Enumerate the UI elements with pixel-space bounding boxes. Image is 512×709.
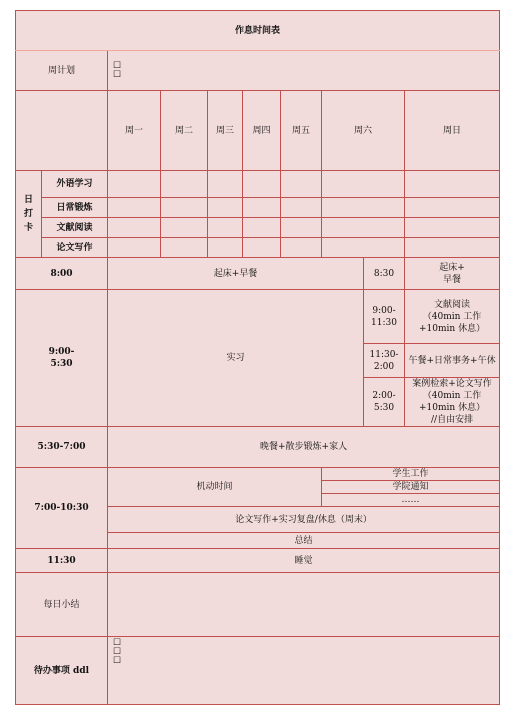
checkin-cell[interactable]: [161, 198, 208, 218]
weekend-case-writing: 案例检索+论文写作 （40min 工作+10min 休息） //自由安排: [405, 378, 500, 427]
checkin-cell[interactable]: [108, 171, 161, 198]
todo-label: 待办事项 ddl: [16, 637, 108, 705]
weekday-tue: 周二: [161, 91, 208, 171]
time-8-00: 8:00: [16, 258, 108, 290]
checkin-cell[interactable]: [322, 198, 405, 218]
checkin-cell[interactable]: [161, 218, 208, 238]
todo-cell[interactable]: [108, 637, 500, 705]
flex-ellipsis: ……: [322, 494, 500, 507]
checkin-cell[interactable]: [161, 238, 208, 258]
checkin-cell[interactable]: [405, 171, 500, 198]
checkin-cell[interactable]: [243, 198, 281, 218]
checkbox[interactable]: ☐: [113, 647, 122, 657]
checkbox[interactable]: ☐: [113, 638, 122, 648]
weekend-time-8-30: 8:30: [364, 258, 405, 290]
checkin-cell[interactable]: [405, 218, 500, 238]
weekend-time-2-00-5-30: 2:00- 5:30: [364, 378, 405, 427]
checkin-cell[interactable]: [281, 171, 322, 198]
schedule-sheet: [15, 10, 499, 705]
page-title: 作息时间表: [16, 11, 500, 51]
time-11-30: 11:30: [16, 549, 108, 573]
checkbox[interactable]: ☐: [113, 656, 122, 666]
weekend-8-30-activity: 起床+ 早餐: [405, 258, 500, 290]
checkin-cell[interactable]: [281, 198, 322, 218]
weekday-wed: 周三: [208, 91, 243, 171]
time-7-00-10-30: 7:00-10:30: [16, 468, 108, 549]
checkin-cell[interactable]: [322, 171, 405, 198]
time-5-30-7-00: 5:30-7:00: [16, 427, 108, 468]
daily-summary-label: 每日小结: [16, 573, 108, 637]
weekly-plan-label: 周计划: [16, 51, 108, 91]
internship-activity: 实习: [108, 290, 364, 427]
checkin-cell[interactable]: [322, 218, 405, 238]
header-corner: [16, 91, 108, 171]
checkin-cell[interactable]: [208, 171, 243, 198]
checkin-item: 日常锻炼: [42, 198, 108, 218]
daily-checkin-label: 日 打 卡: [16, 171, 42, 258]
checkbox[interactable]: ☐: [113, 60, 122, 71]
time-9-00-5-30: 9:00- 5:30: [16, 290, 108, 427]
weekday-sat: 周六: [322, 91, 405, 171]
checkin-cell[interactable]: [208, 218, 243, 238]
checkin-cell[interactable]: [405, 238, 500, 258]
checkin-cell[interactable]: [108, 238, 161, 258]
checkin-item: 外语学习: [42, 171, 108, 198]
checkin-cell[interactable]: [161, 171, 208, 198]
weekend-time-9-00-11-30: 9:00- 11:30: [364, 290, 405, 344]
weekday-thu: 周四: [243, 91, 281, 171]
summary: 总结: [108, 533, 500, 549]
weekday-fri: 周五: [281, 91, 322, 171]
checkin-cell[interactable]: [405, 198, 500, 218]
weekday-8-00-activity: 起床+早餐: [108, 258, 364, 290]
weekday-sun: 周日: [405, 91, 500, 171]
weekend-lunch: 午餐+日常事务+午休: [405, 344, 500, 378]
checkin-cell[interactable]: [208, 238, 243, 258]
evening-activity: 晚餐+散步锻炼+家人: [108, 427, 500, 468]
checkin-cell[interactable]: [243, 218, 281, 238]
checkbox[interactable]: ☐: [113, 69, 122, 80]
weekend-literature-reading: 文献阅读 （40min 工作+10min 休息）: [405, 290, 500, 344]
weekend-time-11-30-2-00: 11:30- 2:00: [364, 344, 405, 378]
weekly-plan-cell[interactable]: [108, 51, 500, 91]
checkin-cell[interactable]: [108, 198, 161, 218]
checkin-cell[interactable]: [243, 238, 281, 258]
checkin-item: 文献阅读: [42, 218, 108, 238]
flex-student-work: 学生工作: [322, 468, 500, 481]
writing-review: 论文写作+实习复盘/休息（周末）: [108, 507, 500, 533]
checkin-cell[interactable]: [108, 218, 161, 238]
flex-college-notice: 学院通知: [322, 481, 500, 494]
daily-summary-cell[interactable]: [108, 573, 500, 637]
checkin-cell[interactable]: [322, 238, 405, 258]
weekday-mon: 周一: [108, 91, 161, 171]
schedule-table: [15, 10, 500, 705]
checkin-item: 论文写作: [42, 238, 108, 258]
checkin-cell[interactable]: [243, 171, 281, 198]
flex-time: 机动时间: [108, 468, 322, 507]
checkin-cell[interactable]: [281, 238, 322, 258]
sleep: 睡觉: [108, 549, 500, 573]
checkin-cell[interactable]: [208, 198, 243, 218]
checkin-cell[interactable]: [281, 218, 322, 238]
